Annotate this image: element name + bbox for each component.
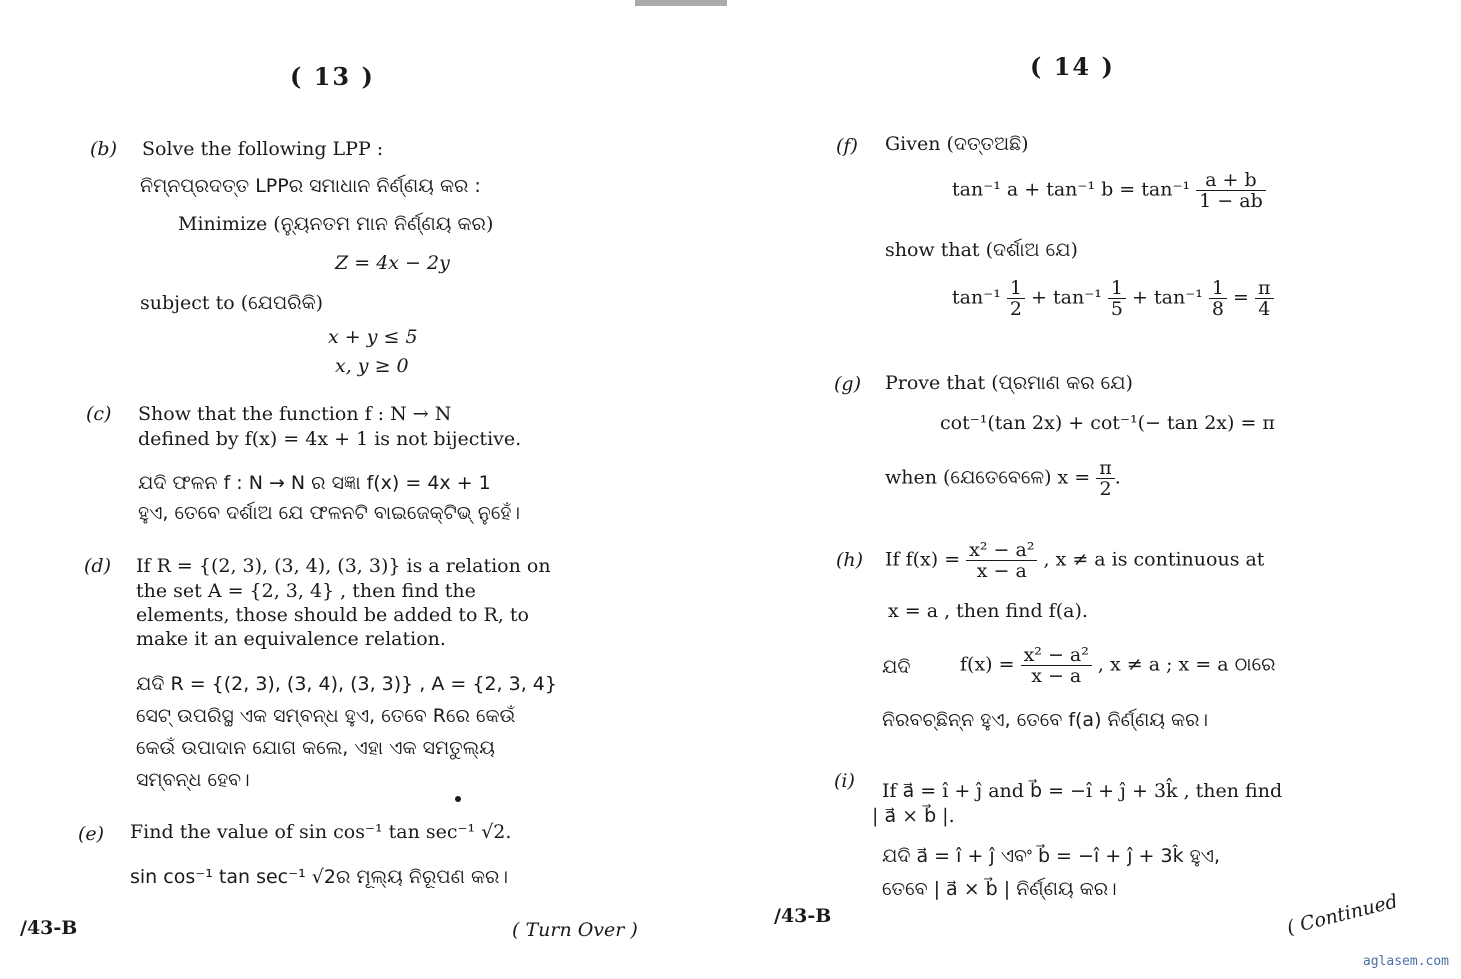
period: . (1114, 466, 1121, 489)
ink-dot (455, 796, 461, 802)
question-d-odia3: କେଉଁ ଉପାଦାନ ଯୋଗ କଲେ, ଏହା ଏକ ସମତୁଲ୍ୟ (136, 737, 495, 759)
question-label-b: (b) (90, 138, 117, 160)
question-b-text: Solve the following LPP : (142, 138, 384, 160)
fraction-pi-4 (1255, 278, 1274, 319)
fraction-numerator: x² − a² (1021, 645, 1092, 666)
question-i-line2: | a⃗ × b⃗ |. (872, 805, 955, 827)
question-i-odia2: ତେବେ | a⃗ × b⃗ | ନିର୍ଣ୍ଣୟ କର। (882, 878, 1117, 900)
question-d-line1: If R = {(2, 3), (3, 4), (3, 3)} is a relation on (136, 555, 551, 577)
question-c-line1: Show that the function f : N → N (138, 403, 452, 425)
tan-inverse: + tan⁻¹ (1031, 286, 1102, 309)
fraction-pi-2 (1096, 458, 1115, 499)
fraction-numerator: 1 (1209, 278, 1227, 299)
constraint-2: x, y ≥ 0 (335, 355, 409, 377)
fraction-denominator: 2 (1009, 298, 1022, 320)
fx-text: f(x) = (960, 653, 1015, 676)
question-e-odia1: sin cos⁻¹ tan sec⁻¹ √2ର ମୂଲ୍ୟ ନିରୂପଣ କର। (130, 866, 509, 888)
footer-code: /43-B (20, 917, 78, 939)
question-label-c: (c) (86, 403, 112, 425)
question-label-d: (d) (84, 555, 111, 577)
question-c-odia2: ହୁଏ, ତେବେ ଦର୍ଶାଅ ଯେ ଫଳନଟି ବାଇଜେକ୍ଟିଭ୍ ନୁହେଁ। (138, 502, 521, 524)
fraction-denominator: 8 (1211, 298, 1224, 320)
fraction-denominator: 2 (1099, 478, 1112, 500)
watermark: aglasem.com (1362, 954, 1449, 969)
question-d-line4: make it an equivalence relation. (136, 628, 446, 650)
constraint-1: x + y ≤ 5 (328, 326, 418, 348)
when-text: when (ଯେତେବେଳେ) x = (885, 466, 1091, 489)
given-equation-lhs: tan⁻¹ a + tan⁻¹ b = tan⁻¹ (952, 178, 1191, 201)
equals-sign: = (1233, 286, 1249, 309)
fraction-x2-a2 (966, 540, 1037, 581)
footer-code: /43-B (774, 905, 832, 927)
question-i-odia1: ଯଦି a⃗ = î + ĵ ଏବଂ b⃗ = −î + ĵ + 3k̂ ହୁଏ, (882, 845, 1221, 867)
fraction-denominator: 1 − ab (1199, 190, 1263, 212)
question-d-line3: elements, those should be added to R, to (136, 604, 529, 626)
fraction-numerator: 1 (1108, 278, 1126, 299)
fraction-numerator: π (1096, 458, 1115, 479)
tan-inverse: tan⁻¹ (952, 286, 1001, 309)
question-i-line1: If a⃗ = î + ĵ and b⃗ = −î + ĵ + 3k̂ , then find (882, 780, 1283, 802)
question-label-f: (f) (836, 135, 858, 157)
fraction-denominator: x − a (1031, 665, 1082, 687)
show-equation (952, 278, 1274, 319)
footer-turn-over: ( Turn Over ) (512, 919, 638, 941)
fraction-numerator: x² − a² (966, 540, 1037, 561)
question-d-odia1: ଯଦି R = {(2, 3), (3, 4), (3, 3)} , A = {2, 3, 4} (136, 673, 557, 695)
fraction-numerator: π (1255, 278, 1274, 299)
fraction-denominator: 4 (1258, 298, 1271, 320)
question-label-i: (i) (834, 770, 855, 792)
fraction-1-5 (1108, 278, 1126, 319)
question-d-line2: the set A = {2, 3, 4} , then find the (136, 580, 476, 602)
question-b-minimize: Minimize (ନ୍ୟୁନତମ ମାନ ନିର୍ଣ୍ଣୟ କର) (178, 213, 494, 235)
condition-text: , x ≠ a ; x = a ଠାରେ (1097, 653, 1276, 676)
footer-continued: ( Continued (1284, 890, 1400, 939)
question-b-subject: subject to (ଯେପରିକି) (140, 292, 324, 314)
tan-inverse: + tan⁻¹ (1132, 286, 1203, 309)
question-label-h: (h) (836, 549, 864, 571)
question-c-line2: defined by f(x) = 4x + 1 is not bijective. (138, 428, 522, 450)
question-e-line1: Find the value of sin cos⁻¹ tan sec⁻¹ √2. (130, 821, 512, 843)
question-c-odia1: ଯଦି ଫଳନ f : N → N ର ସଜ୍ଞା f(x) = 4x + 1 (138, 472, 491, 494)
fraction-denominator: x − a (976, 560, 1027, 582)
given-equation-fraction (1196, 170, 1266, 211)
fraction-1-2 (1007, 278, 1025, 319)
question-g-line1: Prove that (ପ୍ରମାଣ କର ଯେ) (885, 372, 1133, 394)
question-label-g: (g) (834, 373, 861, 395)
question-h-odia-eq (960, 645, 1276, 686)
page-number: ( 14 ) (1030, 52, 1115, 81)
fraction-numerator: a + b (1196, 170, 1266, 191)
objective-function: Z = 4x − 2y (335, 252, 450, 274)
left-page (0, 0, 730, 979)
fraction-numerator: 1 (1007, 278, 1025, 299)
question-f-given: Given (ଦତ୍ତଅଛି) (885, 133, 1029, 155)
given-equation (952, 170, 1266, 211)
fraction-denominator: 5 (1110, 298, 1123, 320)
question-h-line1 (885, 540, 1264, 581)
question-g-when (885, 458, 1121, 499)
question-b-odia: ନିମ୍ନପ୍ରଦତ୍ତ LPPର ସମାଧାନ ନିର୍ଣ୍ଣୟ କର : (140, 175, 481, 197)
fraction-1-8 (1209, 278, 1227, 319)
if-text: If f(x) = (885, 548, 961, 571)
question-h-odia-if: ଯଦି (882, 656, 911, 678)
cot-equation: cot⁻¹(tan 2x) + cot⁻¹(− tan 2x) = π (940, 412, 1275, 434)
page-number: ( 13 ) (290, 62, 375, 91)
question-d-odia2: ସେଟ୍ ଉପରିସ୍ଥ ଏକ ସମ୍ବନ୍ଧ ହୁଏ, ତେବେ Rରେ କେଉଁ (136, 705, 516, 727)
continuity-text: , x ≠ a is continuous at (1043, 548, 1265, 571)
question-d-odia4: ସମ୍ବନ୍ଧ ହେବ। (136, 769, 250, 791)
fraction-x2-a2 (1021, 645, 1092, 686)
right-page (730, 0, 1461, 979)
question-label-e: (e) (78, 823, 105, 845)
question-h-odia2: ନିରବଚ୍ଛିନ୍ନ ହୁଏ, ତେବେ f(a) ନିର୍ଣ୍ଣୟ କର। (882, 709, 1209, 731)
question-h-line2: x = a , then find f(a). (888, 600, 1088, 622)
question-f-show: show that (ଦର୍ଶାଅ ଯେ) (885, 239, 1078, 261)
